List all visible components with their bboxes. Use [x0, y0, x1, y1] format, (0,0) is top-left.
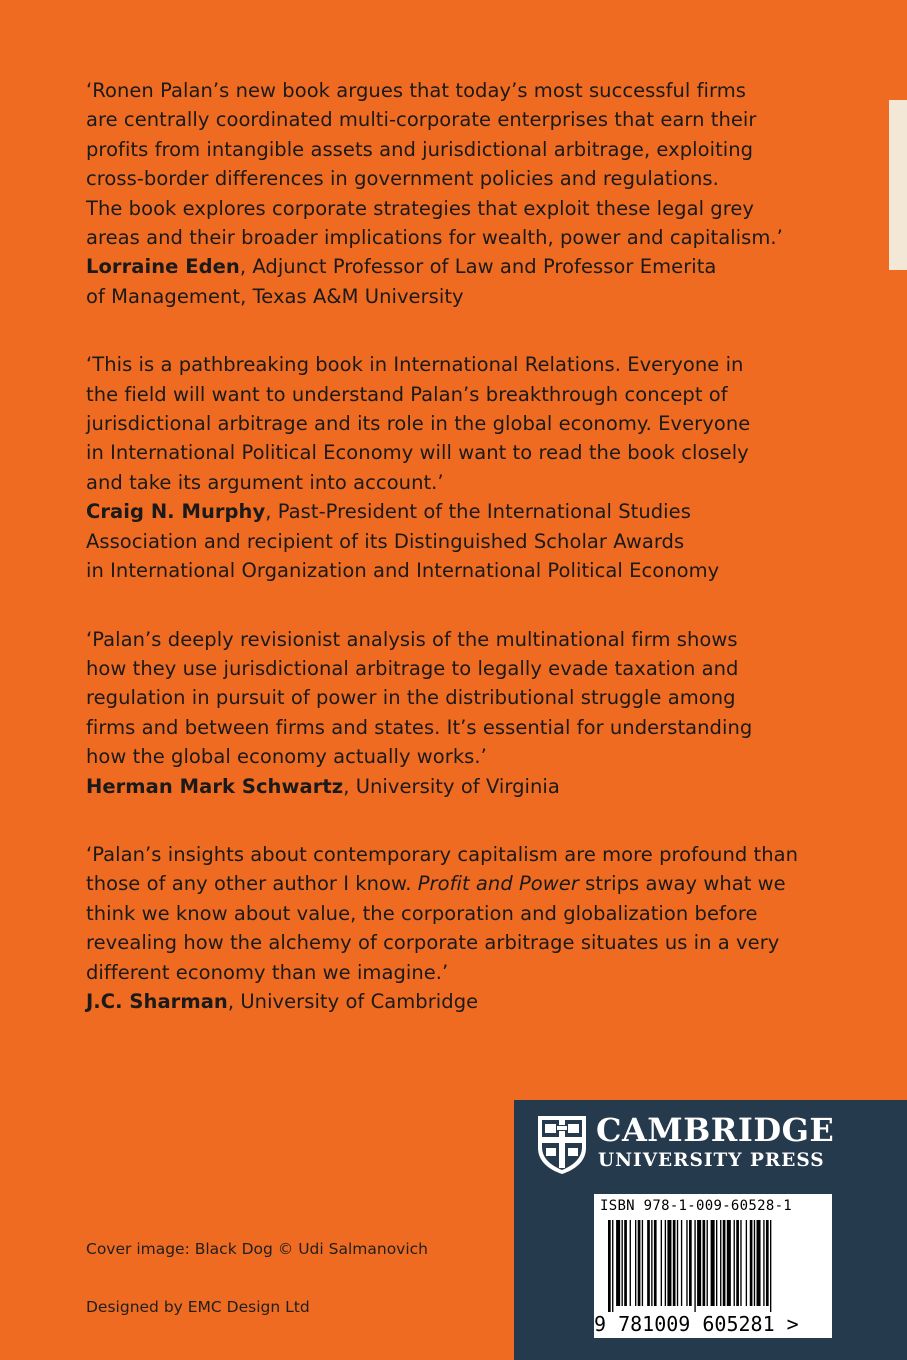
publisher-subtitle: UNIVERSITY PRESS	[598, 1150, 825, 1171]
cambridge-shield-icon	[536, 1114, 588, 1176]
barcode-bar	[716, 1220, 717, 1306]
publisher-name: CAMBRIDGE	[596, 1111, 835, 1149]
quote-text-part: ‘Palan’s insights about contemporary capitalism are more profound than those of any other author I know.	[86, 842, 799, 896]
quote-attribution	[86, 252, 876, 311]
quote-text	[86, 840, 876, 987]
quote-author: Lorraine Eden	[86, 255, 240, 279]
barcode-bar	[686, 1220, 687, 1306]
spine-tab	[889, 100, 907, 270]
quote-attribution	[86, 497, 876, 585]
quote-author: Herman Mark Schwartz	[86, 774, 344, 798]
barcode-bar	[624, 1220, 627, 1306]
barcode-bar	[703, 1220, 706, 1306]
barcode-bar	[770, 1220, 771, 1312]
barcode-bar	[651, 1220, 652, 1306]
barcode-bar	[707, 1220, 708, 1306]
barcode-bar	[720, 1220, 721, 1306]
barcode-bar	[736, 1220, 739, 1306]
barcode-bar	[711, 1220, 715, 1306]
barcode-bar	[754, 1220, 755, 1306]
endorsement-4	[86, 840, 876, 1016]
barcode-bar	[642, 1220, 643, 1306]
barcode-bar	[757, 1220, 761, 1306]
barcode-bar	[616, 1220, 620, 1306]
barcode-bar	[673, 1220, 676, 1306]
barcode-bar	[727, 1220, 731, 1306]
quote-attribution	[86, 772, 876, 801]
barcode-bar	[647, 1220, 650, 1306]
barcode-bar	[746, 1220, 747, 1306]
isbn-label: ISBN 978-1-009-60528-1	[600, 1198, 793, 1214]
barcode-bar	[622, 1220, 623, 1306]
quote-text: ‘This is a pathbreaking book in International Relations. Everyone in the field will want to understand Palan’s breakthrough concept of jurisdictional arbitrage and its role in the global economy. Everyone in International Political Economy will want to read the book closely and take its argument into account.’	[86, 353, 751, 494]
endorsement-2	[86, 350, 876, 585]
quote-affiliation: , Adjunct Professor of Law and Professor Emerita of Management, Texas A&M University	[86, 255, 717, 308]
quote-affiliation: , Past-President of the International Studies Association and recipient of its Distinguished Scholar Awards in International Organization and International Political Economy	[86, 500, 720, 583]
barcode-bar	[697, 1220, 701, 1306]
barcode-bar	[766, 1220, 769, 1306]
barcode-bar	[689, 1220, 692, 1306]
quote-text-part: strips away what we think we know about value, the corporation and globalization before revealing how the alchemy of corporate arbitrage situates us in a very different economy than we imagine.’	[86, 872, 786, 984]
quote-author: Craig N. Murphy	[86, 500, 266, 524]
quote-text: ‘Palan’s deeply revisionist analysis of the multinational firm shows how they use jurisdictional arbitrage to legally evade taxation and regulation in pursuit of power in the distributional struggle among firms and between firms and states. It’s essential for understanding how the global economy actually works.’	[86, 627, 753, 769]
barcode-bar	[654, 1220, 657, 1306]
barcode-bar	[677, 1220, 678, 1306]
barcode-bar	[734, 1220, 735, 1306]
quote-author: J.C. Sharman	[86, 989, 228, 1013]
barcode-bar	[750, 1220, 753, 1306]
barcode-bar	[665, 1220, 666, 1306]
barcode-number: 9 781009 605281 >	[594, 1312, 799, 1336]
barcode-bar	[681, 1220, 682, 1306]
quote-text: ‘Ronen Palan’s new book argues that today’s most successful firms are centrally coordinated multi-corporate enterprises that earn their profits from intangible assets and jurisdictional arbitrage, exploiting cross-border differences in government policies and regulations. The book explores corporate strategies that exploit these legal grey areas and their broader implications for wealth, power and capitalism.’	[86, 79, 783, 250]
cover-image-credit: Cover image: Black Dog © Udi Salmanovich	[86, 1240, 429, 1258]
quote-affiliation: , University of Cambridge	[227, 989, 479, 1013]
quote-affiliation: , University of Virginia	[343, 774, 560, 798]
barcode-bar	[638, 1220, 641, 1306]
barcode-bar	[661, 1220, 662, 1306]
publisher-panel	[514, 1100, 907, 1360]
isbn-barcode	[594, 1194, 832, 1338]
barcode-bar	[723, 1220, 726, 1306]
barcode-bar	[608, 1220, 611, 1312]
book-title-italic: Profit and Power	[417, 872, 579, 896]
barcode-bar	[694, 1220, 695, 1312]
barcode-bar	[667, 1220, 671, 1306]
endorsements	[86, 76, 876, 1055]
designer-credit: Designed by EMC Design Ltd	[86, 1298, 310, 1316]
quote-attribution	[86, 987, 876, 1016]
endorsement-3	[86, 625, 876, 801]
barcode-bar	[763, 1220, 764, 1306]
barcode-bars	[608, 1220, 820, 1312]
barcode-bar	[635, 1220, 636, 1306]
barcode-bar	[630, 1220, 631, 1306]
barcode-bar	[612, 1220, 613, 1312]
endorsement-1	[86, 76, 876, 311]
barcode-bar	[740, 1220, 741, 1306]
